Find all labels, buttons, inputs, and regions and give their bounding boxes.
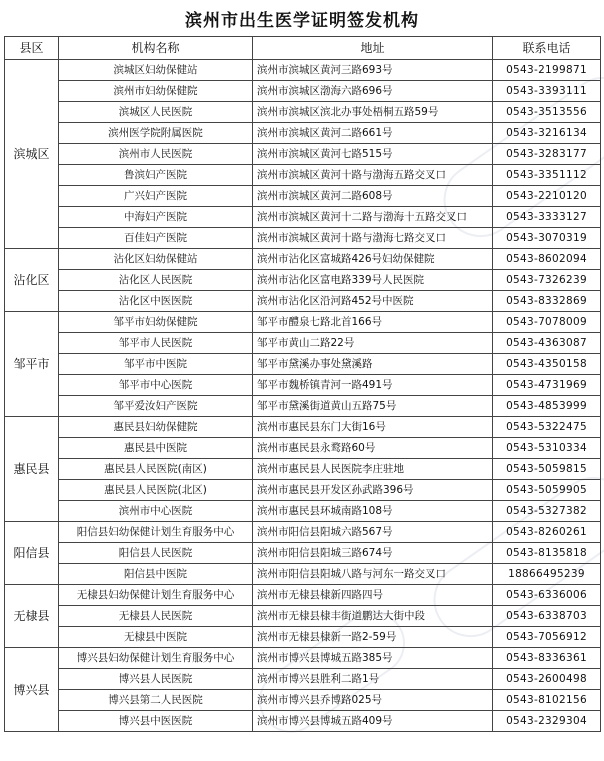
phone-cell: 0543-3070319	[493, 228, 601, 249]
table-row	[5, 669, 601, 690]
table-row	[5, 459, 601, 480]
table-row	[5, 522, 601, 543]
table-row	[5, 606, 601, 627]
phone-cell: 0543-3283177	[493, 144, 601, 165]
institution-name-cell: 沾化区人民医院	[59, 270, 253, 291]
institution-table	[4, 36, 601, 732]
phone-cell: 18866495239	[493, 564, 601, 585]
table-row	[5, 270, 601, 291]
institution-name-cell: 邹平市人民医院	[59, 333, 253, 354]
address-cell: 滨州市阳信县阳城六路567号	[253, 522, 493, 543]
table-row	[5, 60, 601, 81]
institution-name-cell: 邹平市中医院	[59, 354, 253, 375]
table-row	[5, 312, 601, 333]
institution-name-cell: 滨城区妇幼保健站	[59, 60, 253, 81]
address-cell: 滨州市滨城区黄河七路515号	[253, 144, 493, 165]
address-cell: 邹平市魏桥镇青河一路491号	[253, 375, 493, 396]
table-row	[5, 543, 601, 564]
table-row	[5, 102, 601, 123]
phone-cell: 0543-8336361	[493, 648, 601, 669]
table-body	[5, 60, 601, 732]
table-row	[5, 501, 601, 522]
table-row	[5, 711, 601, 732]
phone-cell: 0543-8135818	[493, 543, 601, 564]
table-row	[5, 627, 601, 648]
table-row	[5, 690, 601, 711]
institution-name-cell: 博兴县妇幼保健计划生育服务中心	[59, 648, 253, 669]
address-cell: 滨州市滨城区黄河十路与渤海五路交叉口	[253, 165, 493, 186]
page-title: 滨州市出生医学证明签发机构	[185, 10, 419, 31]
institution-name-cell: 中海妇产医院	[59, 207, 253, 228]
header-county: 县区	[5, 37, 59, 60]
phone-cell: 0543-6336006	[493, 585, 601, 606]
phone-cell: 0543-8102156	[493, 690, 601, 711]
phone-cell: 0543-7056912	[493, 627, 601, 648]
phone-cell: 0543-8260261	[493, 522, 601, 543]
address-cell: 邹平市醴泉七路北首166号	[253, 312, 493, 333]
address-cell: 滨州市惠民县人民医院李庄驻地	[253, 459, 493, 480]
phone-cell: 0543-6338703	[493, 606, 601, 627]
address-cell: 邹平市黛溪办事处黛溪路	[253, 354, 493, 375]
address-cell: 滨州市滨城区黄河二路661号	[253, 123, 493, 144]
address-cell: 滨州市滨城区黄河二路608号	[253, 186, 493, 207]
institution-name-cell: 无棣县中医院	[59, 627, 253, 648]
address-cell: 滨州市惠民县环城南路108号	[253, 501, 493, 522]
institution-name-cell: 广兴妇产医院	[59, 186, 253, 207]
table-row	[5, 228, 601, 249]
institution-name-cell: 无棣县人民医院	[59, 606, 253, 627]
table-row	[5, 480, 601, 501]
table-row	[5, 648, 601, 669]
county-cell: 滨城区	[5, 60, 59, 249]
phone-cell: 0543-5059815	[493, 459, 601, 480]
address-cell: 滨州市沾化区沿河路452号中医院	[253, 291, 493, 312]
institution-name-cell: 惠民县人民医院(南区)	[59, 459, 253, 480]
header-address: 地址	[253, 37, 493, 60]
phone-cell: 0543-3351112	[493, 165, 601, 186]
institution-name-cell: 无棣县妇幼保健计划生育服务中心	[59, 585, 253, 606]
institution-name-cell: 滨州市妇幼保健院	[59, 81, 253, 102]
address-cell: 滨州市滨城区滨北办事处梧桐五路59号	[253, 102, 493, 123]
address-cell: 滨州市博兴县博城五路409号	[253, 711, 493, 732]
address-cell: 滨州市博兴县乔博路025号	[253, 690, 493, 711]
table-row	[5, 438, 601, 459]
address-cell: 滨州市无棣县棣新一路2-59号	[253, 627, 493, 648]
institution-name-cell: 惠民县妇幼保健院	[59, 417, 253, 438]
phone-cell: 0543-4363087	[493, 333, 601, 354]
table-header-row	[5, 37, 601, 60]
table-row	[5, 585, 601, 606]
phone-cell: 0543-3393111	[493, 81, 601, 102]
phone-cell: 0543-4731969	[493, 375, 601, 396]
address-cell: 滨州市沾化区富电路339号人民医院	[253, 270, 493, 291]
phone-cell: 0543-3333127	[493, 207, 601, 228]
institution-name-cell: 沾化区妇幼保健站	[59, 249, 253, 270]
address-cell: 滨州市无棣县棣新四路四号	[253, 585, 493, 606]
institution-name-cell: 邹平市妇幼保健院	[59, 312, 253, 333]
table-row	[5, 249, 601, 270]
institution-name-cell: 邹平市中心医院	[59, 375, 253, 396]
phone-cell: 0543-4350158	[493, 354, 601, 375]
county-cell: 沾化区	[5, 249, 59, 312]
address-cell: 滨州市沾化区富城路426号妇幼保健院	[253, 249, 493, 270]
county-cell: 阳信县	[5, 522, 59, 585]
address-cell: 滨州市无棣县棣丰街道鹏达大街中段	[253, 606, 493, 627]
table-row	[5, 165, 601, 186]
phone-cell: 0543-2600498	[493, 669, 601, 690]
address-cell: 滨州市惠民县东门大街16号	[253, 417, 493, 438]
institution-name-cell: 滨州医学院附属医院	[59, 123, 253, 144]
institution-name-cell: 鲁滨妇产医院	[59, 165, 253, 186]
address-cell: 滨州市博兴县胜利二路1号	[253, 669, 493, 690]
table-row	[5, 564, 601, 585]
address-cell: 滨州市滨城区黄河十二路与渤海十五路交叉口	[253, 207, 493, 228]
institution-name-cell: 惠民县中医院	[59, 438, 253, 459]
table-row	[5, 123, 601, 144]
county-cell: 惠民县	[5, 417, 59, 522]
table-row	[5, 333, 601, 354]
phone-cell: 0543-4853999	[493, 396, 601, 417]
institution-name-cell: 滨城区人民医院	[59, 102, 253, 123]
institution-name-cell: 滨州市人民医院	[59, 144, 253, 165]
institution-name-cell: 阳信县妇幼保健计划生育服务中心	[59, 522, 253, 543]
address-cell: 邹平市黛溪街道黄山五路75号	[253, 396, 493, 417]
phone-cell: 0543-3216134	[493, 123, 601, 144]
phone-cell: 0543-7326239	[493, 270, 601, 291]
table-row	[5, 396, 601, 417]
address-cell: 滨州市滨城区黄河十路与渤海七路交叉口	[253, 228, 493, 249]
address-cell: 滨州市滨城区渤海六路696号	[253, 81, 493, 102]
header-institution-name: 机构名称	[59, 37, 253, 60]
phone-cell: 0543-2210120	[493, 186, 601, 207]
table-row	[5, 144, 601, 165]
institution-name-cell: 百佳妇产医院	[59, 228, 253, 249]
address-cell: 滨州市阳信县阳城三路674号	[253, 543, 493, 564]
header-phone: 联系电话	[493, 37, 601, 60]
address-cell: 滨州市惠民县永鹜路60号	[253, 438, 493, 459]
institution-name-cell: 沾化区中医医院	[59, 291, 253, 312]
phone-cell: 0543-5310334	[493, 438, 601, 459]
phone-cell: 0543-7078009	[493, 312, 601, 333]
table-row	[5, 354, 601, 375]
institution-name-cell: 博兴县第二人民医院	[59, 690, 253, 711]
institution-name-cell: 邹平爱汝妇产医院	[59, 396, 253, 417]
address-cell: 邹平市黄山二路22号	[253, 333, 493, 354]
phone-cell: 0543-5059905	[493, 480, 601, 501]
institution-name-cell: 博兴县人民医院	[59, 669, 253, 690]
table-row	[5, 207, 601, 228]
phone-cell: 0543-3513556	[493, 102, 601, 123]
phone-cell: 0543-8332869	[493, 291, 601, 312]
institution-name-cell: 阳信县人民医院	[59, 543, 253, 564]
table-row	[5, 186, 601, 207]
institution-name-cell: 惠民县人民医院(北区)	[59, 480, 253, 501]
institution-name-cell: 滨州市中心医院	[59, 501, 253, 522]
institution-name-cell: 博兴县中医医院	[59, 711, 253, 732]
table-row	[5, 375, 601, 396]
phone-cell: 0543-2199871	[493, 60, 601, 81]
county-cell: 博兴县	[5, 648, 59, 732]
phone-cell: 0543-2329304	[493, 711, 601, 732]
phone-cell: 0543-5327382	[493, 501, 601, 522]
address-cell: 滨州市惠民县开发区孙武路396号	[253, 480, 493, 501]
county-cell: 无棣县	[5, 585, 59, 648]
table-row	[5, 81, 601, 102]
address-cell: 滨州市阳信县阳城八路与河东一路交叉口	[253, 564, 493, 585]
phone-cell: 0543-8602094	[493, 249, 601, 270]
institution-name-cell: 阳信县中医院	[59, 564, 253, 585]
county-cell: 邹平市	[5, 312, 59, 417]
phone-cell: 0543-5322475	[493, 417, 601, 438]
address-cell: 滨州市博兴县博城五路385号	[253, 648, 493, 669]
table-row	[5, 417, 601, 438]
table-row	[5, 291, 601, 312]
address-cell: 滨州市滨城区黄河三路693号	[253, 60, 493, 81]
